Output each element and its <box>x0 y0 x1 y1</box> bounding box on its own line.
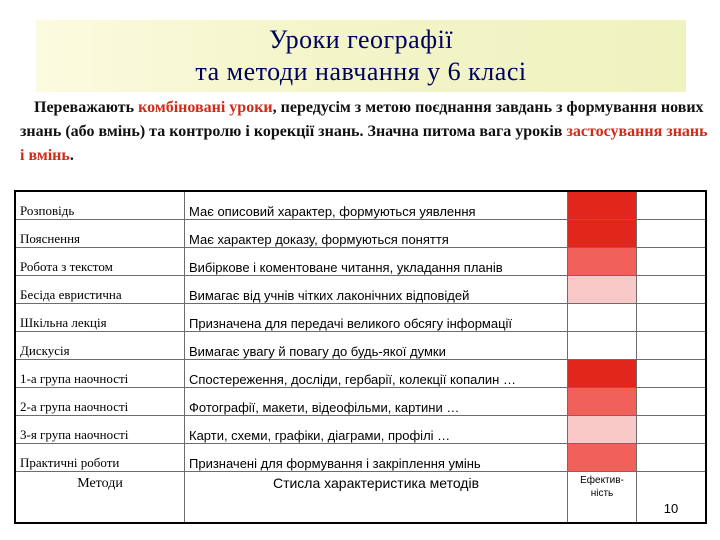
efficiency-indicator <box>568 276 637 304</box>
empty-cell <box>637 191 707 220</box>
efficiency-indicator <box>568 444 637 472</box>
table-row <box>15 304 706 332</box>
table-row <box>15 416 706 444</box>
efficiency-indicator <box>568 248 637 276</box>
intro-text-1: Переважають <box>34 99 139 116</box>
efficiency-indicator <box>568 304 637 332</box>
efficiency-label-line-1: Ефектив- <box>580 475 624 486</box>
method-name: Робота з текстом <box>15 248 185 276</box>
intro-paragraph <box>20 96 710 168</box>
empty-cell <box>637 360 707 388</box>
empty-cell <box>637 304 707 332</box>
title-line-2: та методи навчання у 6 класі <box>195 57 527 86</box>
method-description: Вимагає увагу й повагу до будь-якої думки <box>185 332 568 360</box>
efficiency-indicator <box>568 220 637 248</box>
efficiency-indicator <box>568 416 637 444</box>
title-banner <box>36 20 686 92</box>
method-name: Дискусія <box>15 332 185 360</box>
methods-table <box>14 190 707 524</box>
table-row <box>15 444 706 472</box>
efficiency-column-label <box>568 472 637 524</box>
method-name: Шкільна лекція <box>15 304 185 332</box>
empty-cell <box>637 220 707 248</box>
method-description: Вибіркове і коментоване читання, укладання планів <box>185 248 568 276</box>
empty-cell <box>637 388 707 416</box>
empty-cell <box>637 444 707 472</box>
method-description: Має описовий характер, формуються уявлення <box>185 191 568 220</box>
intro-highlight-application-lessons: застосування знань і вмінь <box>20 123 708 164</box>
table-row <box>15 388 706 416</box>
efficiency-indicator <box>568 388 637 416</box>
empty-cell <box>637 248 707 276</box>
title-line-1: Уроки географії <box>268 25 454 54</box>
method-description: Спостереження, досліди, гербарії, колекції копалин … <box>185 360 568 388</box>
methods-table-body <box>15 191 706 523</box>
efficiency-indicator <box>568 191 637 220</box>
method-description: Вимагає від учнів чітких лаконічних відповідей <box>185 276 568 304</box>
efficiency-indicator <box>568 360 637 388</box>
intro-text-3: . <box>69 147 74 164</box>
table-row <box>15 360 706 388</box>
intro-highlight-combined-lessons: комбіновані уроки <box>138 99 273 116</box>
table-row <box>15 220 706 248</box>
method-description: Має характер доказу, формуються поняття <box>185 220 568 248</box>
empty-cell <box>637 416 707 444</box>
method-description: Призначені для формування і закріплення умінь <box>185 444 568 472</box>
method-name: 3-я група наочності <box>15 416 185 444</box>
method-name: Пояснення <box>15 220 185 248</box>
page-number: 10 <box>637 472 707 524</box>
method-description: Фотографії, макети, відеофільми, картини … <box>185 388 568 416</box>
table-row <box>15 332 706 360</box>
table-footer-row <box>15 472 706 524</box>
table-row <box>15 191 706 220</box>
method-name: Практичні роботи <box>15 444 185 472</box>
empty-cell <box>637 276 707 304</box>
table-row <box>15 248 706 276</box>
method-name: 2-а група наочності <box>15 388 185 416</box>
efficiency-label-line-2: ність <box>590 488 614 499</box>
table-row <box>15 276 706 304</box>
description-column-label: Стисла характеристика методів <box>185 472 568 524</box>
methods-column-label: Методи <box>15 472 185 524</box>
empty-cell <box>637 332 707 360</box>
method-description: Карти, схеми, графіки, діаграми, профілі … <box>185 416 568 444</box>
efficiency-indicator <box>568 332 637 360</box>
method-description: Призначена для передачі великого обсягу інформації <box>185 304 568 332</box>
method-name: Бесіда евристична <box>15 276 185 304</box>
intro-text-2: , передусім з метою поєднання завдань з формування нових знань (або вмінь) та контролю і корекції знань. Значна питома вага уроків <box>20 99 704 140</box>
method-name: 1-а група наочності <box>15 360 185 388</box>
method-name: Розповідь <box>15 191 185 220</box>
